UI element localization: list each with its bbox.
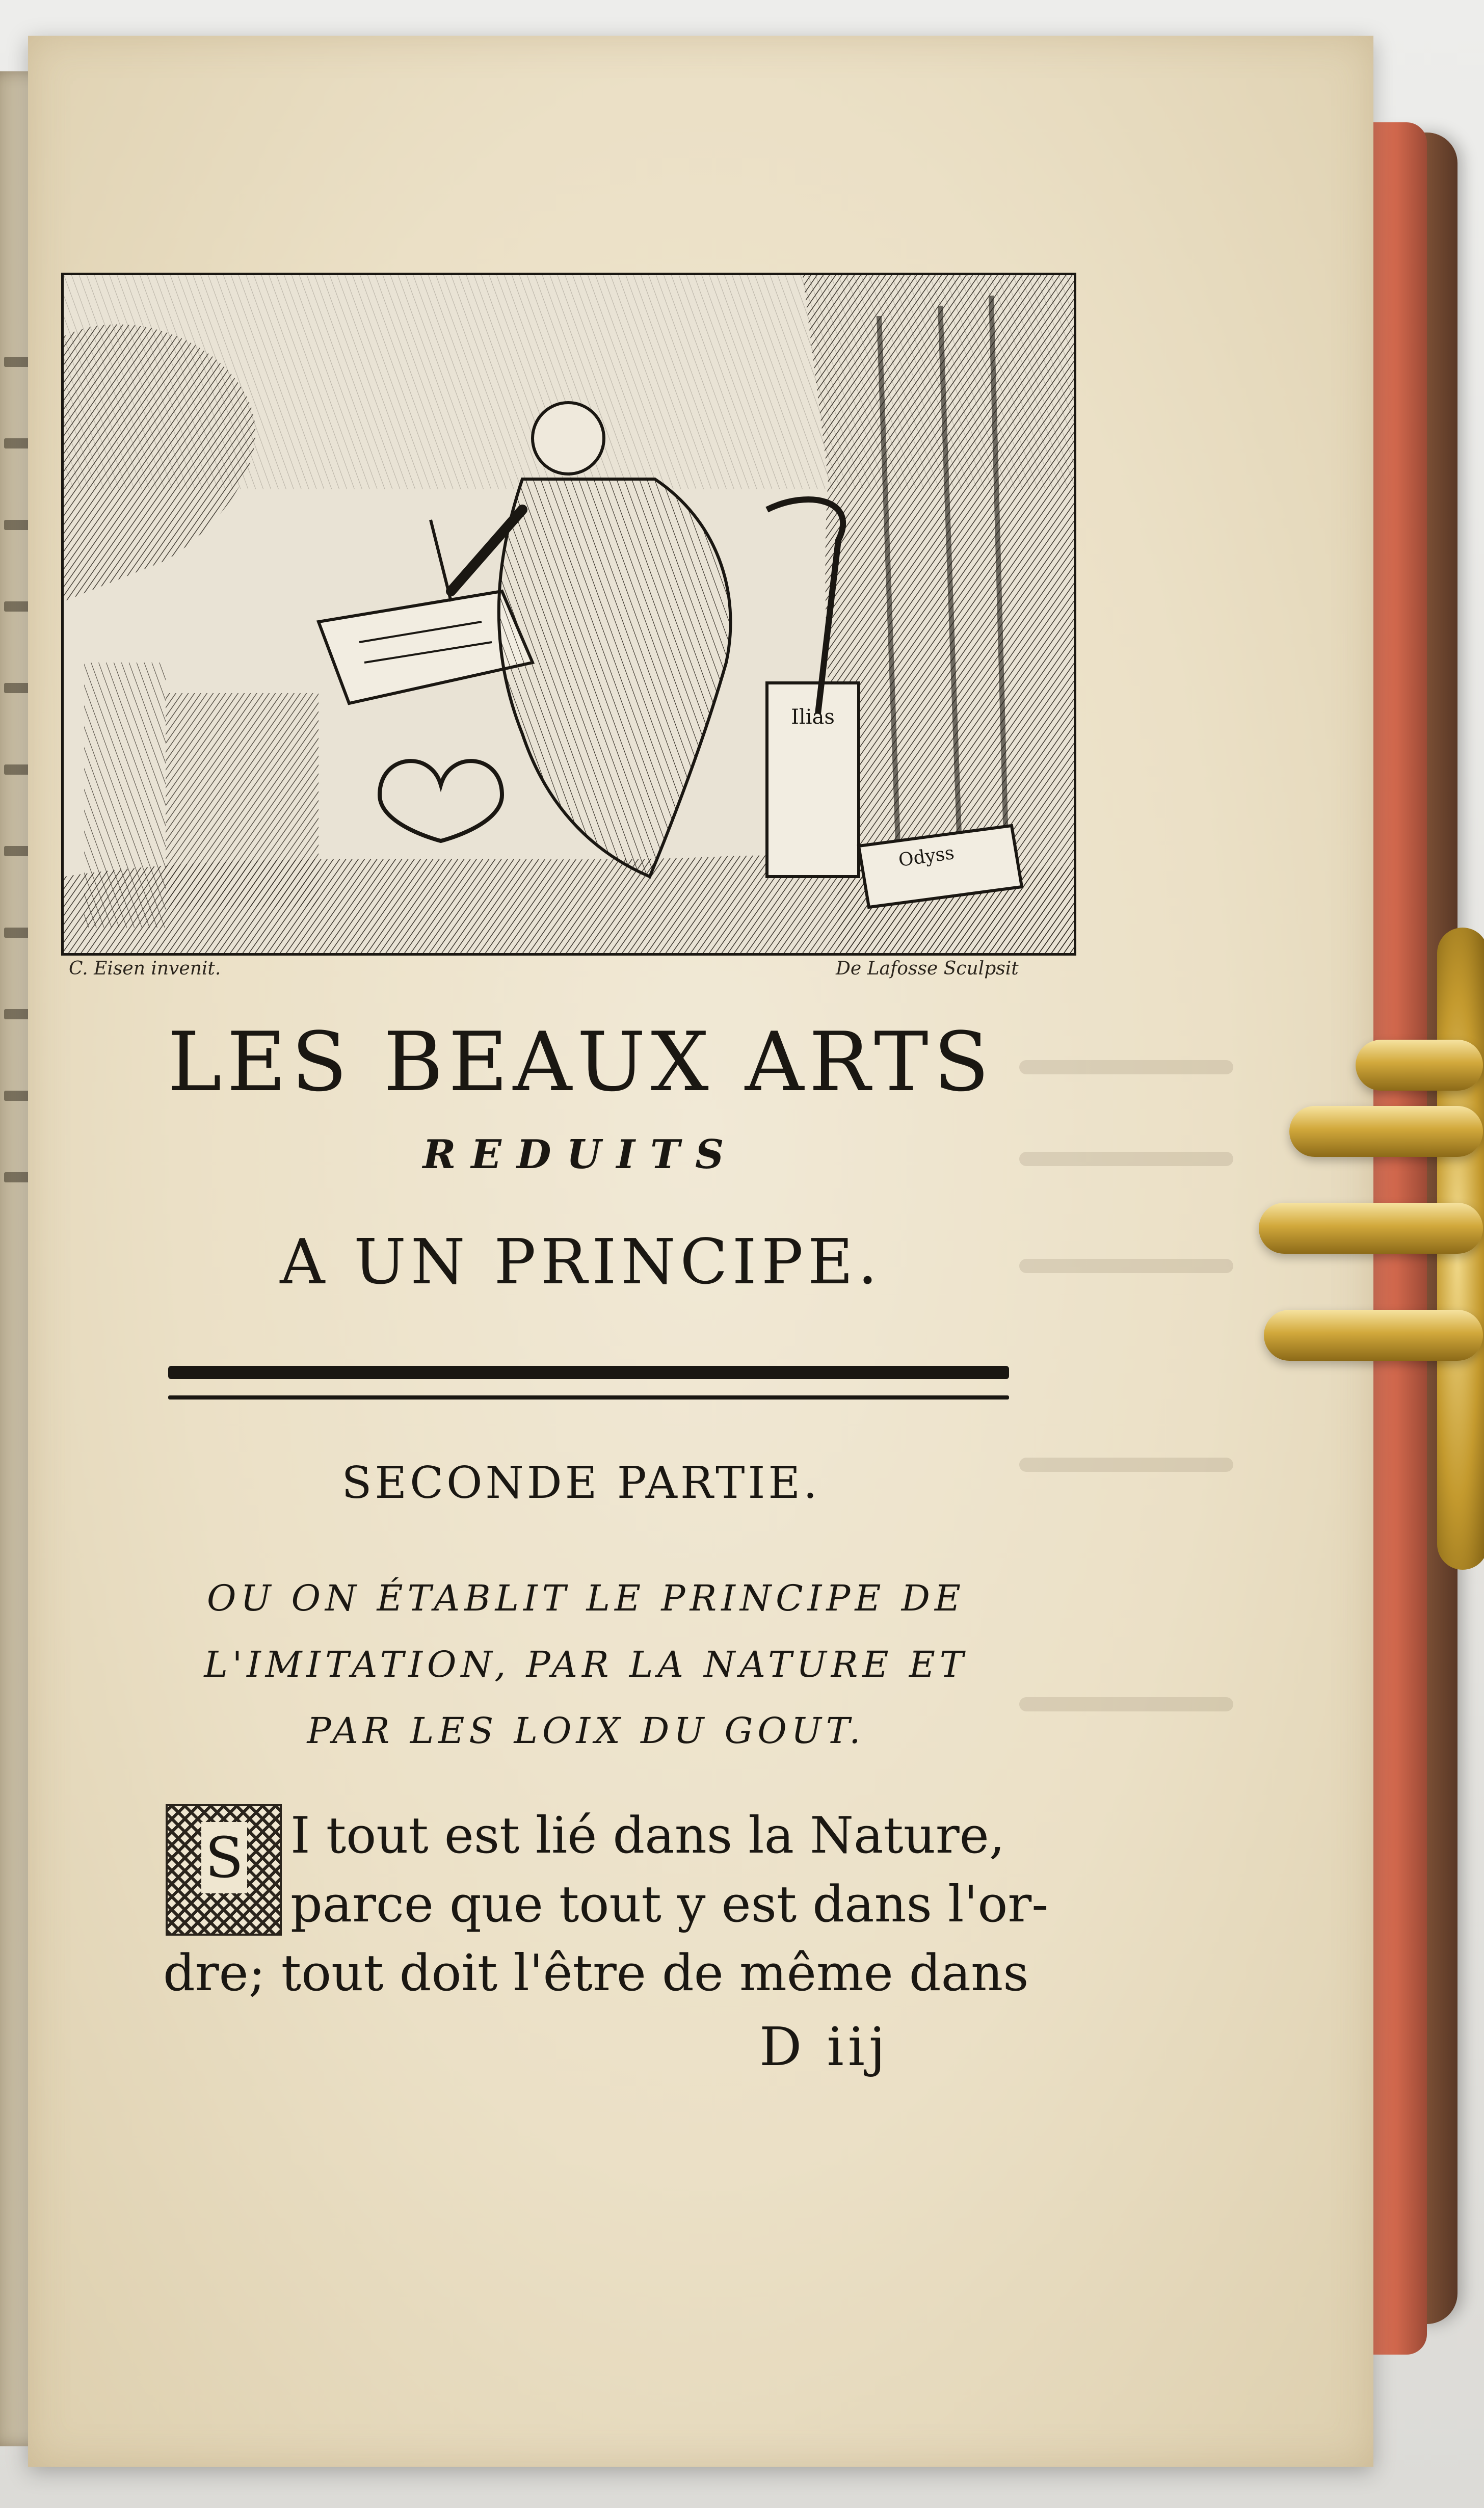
engraving-illustration bbox=[64, 275, 1074, 953]
title-principle: A UN PRINCIPE. bbox=[280, 1226, 882, 1298]
body-text-line: dre; tout doit l'être de même dans bbox=[163, 1944, 1029, 2002]
part-description-line: PAR LES LOIX DU GOUT. bbox=[307, 1710, 865, 1752]
part-heading: SECONDE PARTIE. bbox=[341, 1458, 820, 1509]
brass-clip-finger bbox=[1264, 1310, 1483, 1361]
figure-head bbox=[533, 403, 604, 474]
brass-clip-finger bbox=[1356, 1040, 1483, 1091]
part-description-line: L'IMITATION, PAR LA NATURE ET bbox=[204, 1644, 968, 1685]
body-text-line: parce que tout y est dans l'or- bbox=[290, 1876, 1049, 1934]
book-odyssey-label: Odyss bbox=[897, 842, 956, 871]
brass-clip-finger bbox=[1259, 1203, 1483, 1254]
title-subtitle: REDUITS bbox=[422, 1131, 739, 1178]
show-through-line bbox=[1019, 1152, 1233, 1166]
engraving-caption-artist: C. Eisen invenit. bbox=[69, 958, 221, 979]
dropcap-letter: S bbox=[201, 1822, 247, 1893]
show-through-line bbox=[1019, 1259, 1233, 1273]
engraving-caption-engraver: De Lafosse Sculpsit bbox=[836, 958, 1019, 979]
title-main: LES BEAUX ARTS bbox=[167, 1014, 995, 1110]
show-through-line bbox=[1019, 1458, 1233, 1472]
engraved-vignette bbox=[61, 273, 1076, 956]
body-text-line: I tout est lié dans la Nature, bbox=[290, 1807, 1005, 1865]
show-through-line bbox=[1019, 1697, 1233, 1711]
double-rule-thin bbox=[168, 1395, 1009, 1400]
show-through-line bbox=[1019, 1060, 1233, 1074]
part-description-line: OU ON ÉTABLIT LE PRINCIPE DE bbox=[207, 1577, 965, 1619]
signature-mark: D iij bbox=[759, 2016, 890, 2078]
book-ilias-label: Ilias bbox=[791, 705, 835, 729]
brass-clip-finger bbox=[1289, 1106, 1483, 1157]
double-rule-thick bbox=[168, 1366, 1009, 1379]
